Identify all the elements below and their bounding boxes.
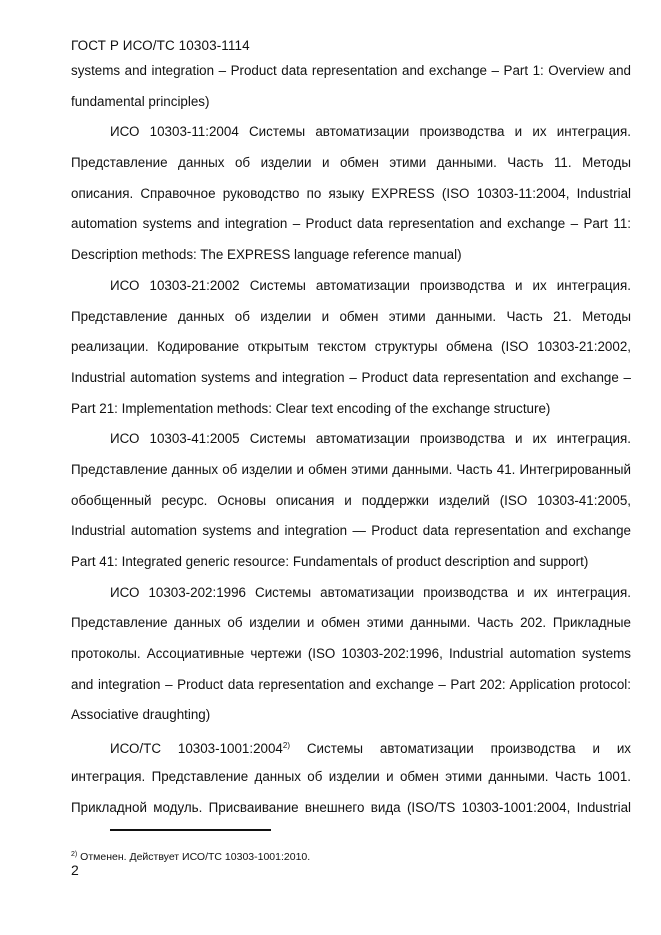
text-line: Part 41: Integrated generic resource: Fundamentals of product description and support) (71, 554, 589, 569)
text-line: Прикладной модуль. Присваивание внешнего вида (ISO/TS 10303-1001:2004, Industrial (71, 799, 631, 815)
reference-code: ИСО/ТС 10303-1001:2004 (110, 741, 283, 757)
text-line: Description methods: The EXPRESS language reference manual) (71, 247, 462, 263)
text-line: протоколы. Ассоциативные чертежи (ISO 10303-202:1996, Industrial automation systems (71, 646, 631, 662)
footnote-text: Отменен. Действует ИСО/ТС 10303-1001:2010. (80, 851, 311, 863)
reference-title: Системы автоматизации производства и их (306, 741, 631, 757)
text-line: обобщенный ресурс. Основы описания и поддержки изделий (ISO 10303-41:2005, (71, 492, 631, 508)
text-line: fundamental principles) (71, 93, 210, 109)
text-line: systems and integration – Product data representation and exchange – Part 1: Overview and (71, 63, 631, 78)
text-line: Industrial automation systems and integration — Product data representation and exchange (71, 523, 631, 539)
footnote-separator (110, 829, 271, 831)
reference-iso-10303-202: ИСО 10303-202:1996 Системы автоматизации производства и их интеграция. (110, 584, 631, 600)
text-line: Представление данных об изделии и обмен этими данными. Часть 21. Методы (71, 308, 631, 324)
footnote (71, 851, 310, 863)
text-line: интеграция. Представление данных об изделии и обмен этими данными. Часть 1001. (71, 768, 631, 784)
document-header: ГОСТ Р ИСО/ТС 10303-1114 (71, 38, 250, 53)
references-list (71, 56, 631, 823)
text-line: Представление данных об изделии и обмен этими данными. Часть 41. Интегрированный (71, 461, 631, 477)
footnote-mark: 2) (71, 851, 78, 858)
text-line: Представление данных об изделии и обмен этими данными. Часть 202. Прикладные (71, 615, 631, 631)
reference-iso-10303-11: ИСО 10303-11:2004 Системы автоматизации производства и их интеграция. (110, 124, 631, 140)
reference-iso-10303-41: ИСО 10303-41:2005 Системы автоматизации производства и их интеграция. (110, 431, 631, 447)
reference-iso-ts-10303-1001 (71, 731, 631, 762)
reference-iso-10303-21: ИСО 10303-21:2002 Системы автоматизации производства и их интеграция. (110, 277, 631, 293)
text-line: Industrial automation systems and integration – Product data representation and exchange – (71, 369, 631, 385)
footnote-reference: 2) (282, 741, 290, 751)
text-line: Представление данных об изделии и обмен этими данными. Часть 11. Методы (71, 155, 631, 171)
text-line: Part 21: Implementation methods: Clear text encoding of the exchange structure) (71, 400, 551, 416)
text-line: реализации. Кодирование открытым текстом структуры обмена (ISO 10303-21:2002, (71, 339, 631, 355)
text-line: automation systems and integration – Product data representation and exchange – Part 11: (71, 216, 631, 232)
text-line: and integration – Product data representation and exchange – Part 202: Application protocol: (71, 676, 631, 692)
text-line: Associative draughting) (71, 707, 211, 723)
page-number: 2 (71, 862, 79, 878)
text-line: описания. Справочное руководство по языку EXPRESS (ISO 10303-11:2004, Industrial (71, 185, 631, 201)
